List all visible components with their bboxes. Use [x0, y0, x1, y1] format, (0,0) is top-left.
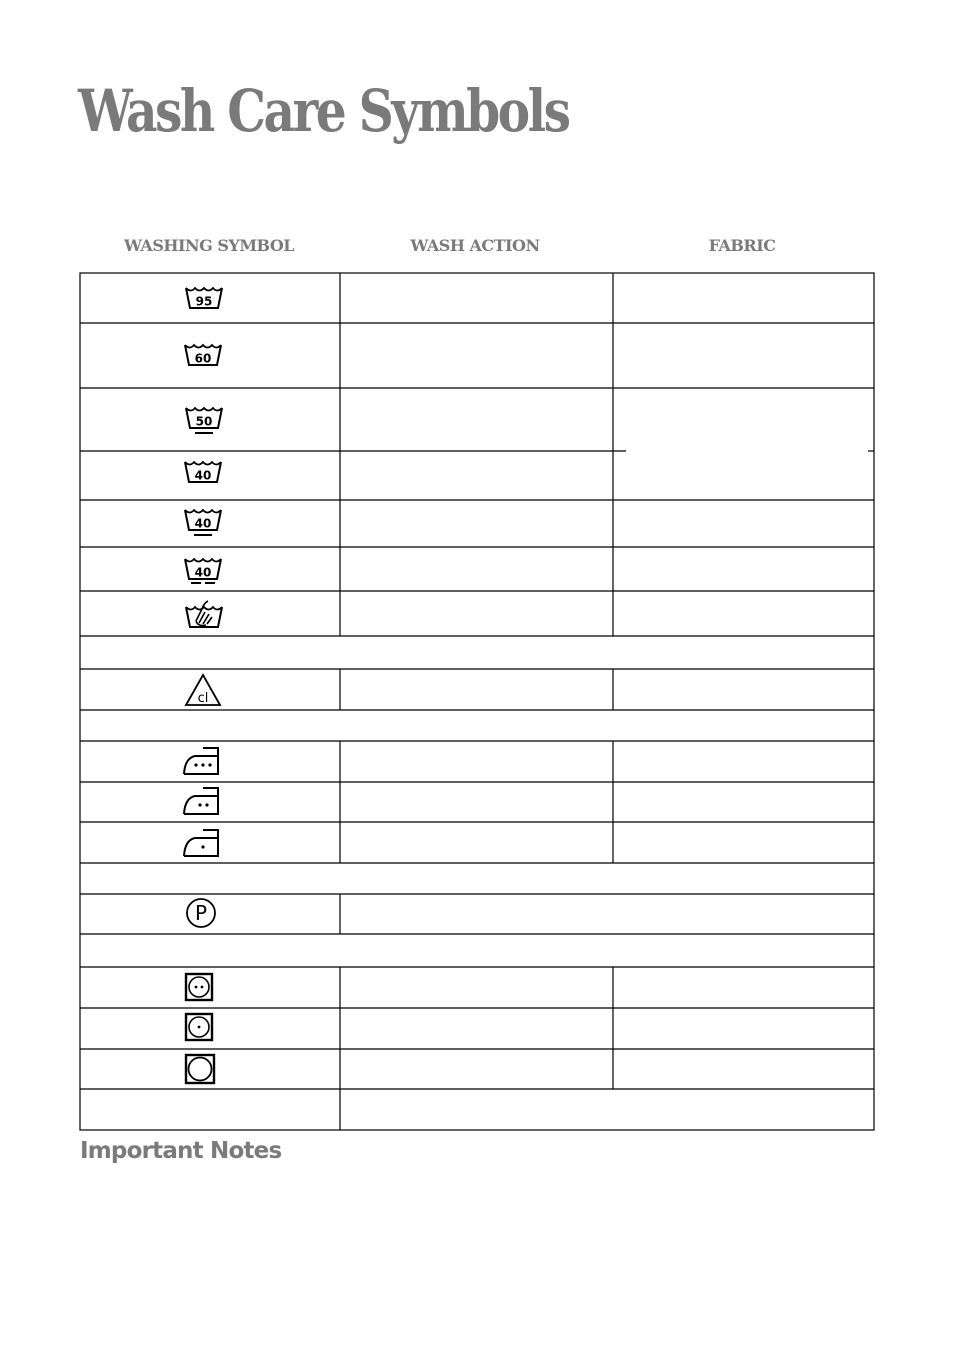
- header-washing-symbol: WASHING SYMBOL: [123, 236, 295, 255]
- wash-temp-40-b: 40: [194, 516, 212, 531]
- tumble-dry-high-icon: [186, 974, 212, 1000]
- header-fabric: FABRIC: [708, 236, 776, 255]
- tumble-dry-low-icon: [186, 1014, 212, 1040]
- wash-temp-40-a: 40: [194, 468, 212, 483]
- header-wash-action: WASH ACTION: [410, 236, 540, 255]
- hand-wash-icon: [186, 601, 222, 627]
- important-notes-heading: Important Notes: [80, 1138, 282, 1164]
- wash-tub-40-icon: [185, 462, 221, 483]
- bleach-label: cl: [197, 691, 209, 706]
- bleach-triangle-icon: [186, 675, 220, 706]
- tumble-dry-icon: [186, 1055, 214, 1083]
- wash-tub-95-icon: [186, 288, 222, 309]
- wash-tub-50-icon: [186, 408, 222, 433]
- wash-tub-40-gentle-icon: [185, 510, 221, 535]
- iron-high-icon: [184, 748, 218, 774]
- dry-clean-label: P: [194, 901, 208, 925]
- page-title: Wash Care Symbols: [78, 77, 569, 145]
- wash-temp-50: 50: [195, 414, 213, 429]
- wash-tub-60-icon: [185, 345, 221, 366]
- iron-medium-icon: [184, 788, 218, 814]
- wash-temp-60: 60: [194, 351, 212, 366]
- iron-low-icon: [184, 830, 218, 856]
- dry-clean-p-icon: [187, 899, 215, 927]
- wash-temp-95: 95: [195, 294, 213, 309]
- wash-temp-40-c: 40: [194, 565, 212, 580]
- wash-tub-40-very-gentle-icon: [185, 559, 221, 583]
